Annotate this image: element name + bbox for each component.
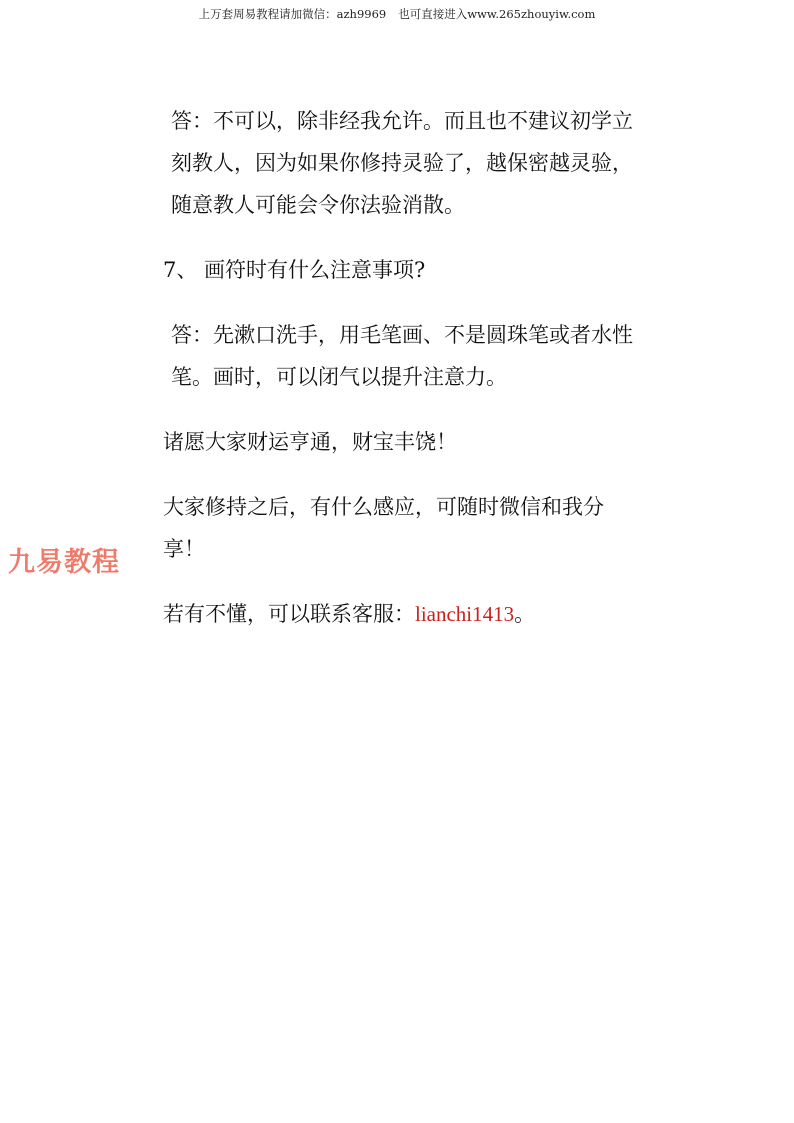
contact-suffix: 。 [514,602,536,626]
contact-prefix: 若有不懂，可以联系客服： [163,602,415,626]
contact-wechat-id: lianchi1413 [415,602,515,626]
answer-paragraph-1: 答：不可以，除非经我允许。而且也不建议初学立刻教人，因为如果你修持灵验了，越保密越灵验，随意教人可能会令你法验消散。 [171,109,633,217]
answer-paragraph-7: 答：先漱口洗手，用毛笔画、不是圆珠笔或者水性笔。画时，可以闭气以提升注意力。 [171,323,633,389]
document-body [163,100,633,635]
watermark-logo: 九易教程 [8,547,120,578]
wish-paragraph: 诸愿大家财运亨通，财宝丰饶！ [163,430,457,454]
header-wechat-text: 上万套周易教程请加微信：azh9969 [198,7,387,21]
header-website-text: 也可直接进入www.265zhouyiw.com [398,7,596,21]
share-paragraph: 大家修持之后，有什么感应，可随时微信和我分享！ [163,495,604,561]
contact-paragraph [163,593,633,635]
page-header [0,6,794,22]
question-7: 7、 画符时有什么注意事项? [163,258,426,282]
